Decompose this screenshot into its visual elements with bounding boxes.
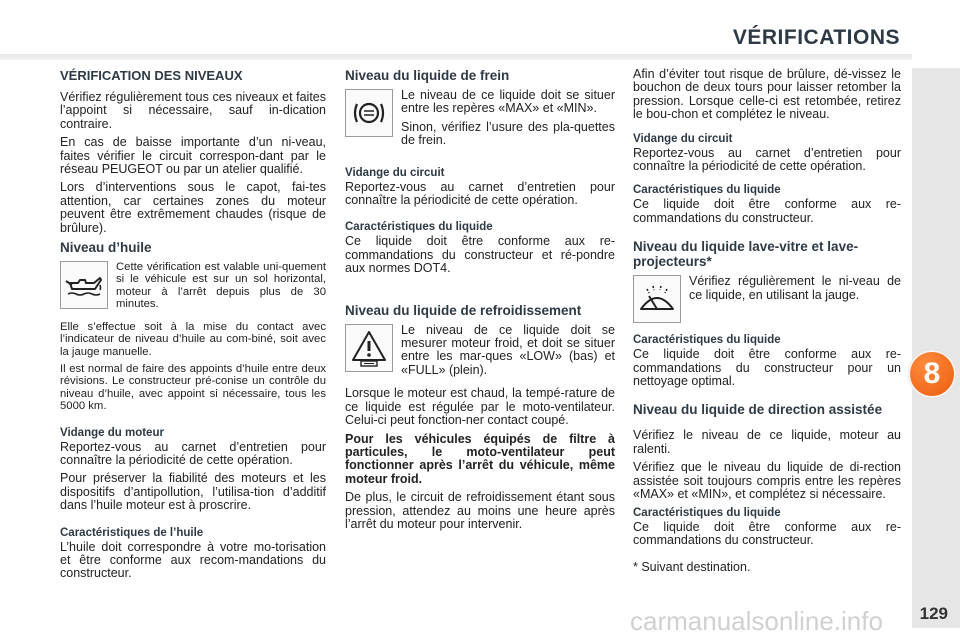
paragraph: Sinon, vérifiez l’usure des pla-quettes de frein. — [401, 119, 615, 148]
subsection-title-brake-specs: Caractéristiques du liquide — [345, 221, 493, 234]
paragraph: Cette vérification est valable uni-quement si le véhicule est sur un sol horizontal, moteur à l’arrêt depuis plus de 30 minutes. — [116, 261, 326, 311]
paragraph-bold: Pour les véhicules équipés de filtre à particules, le moto-ventilateur peut fonctionner après l’arrêt du véhicule, même moteur froid. — [345, 431, 615, 486]
subsection-title-steering-specs: Caractéristiques du liquide — [633, 506, 781, 519]
column-2 — [345, 64, 615, 536]
footnote: * Suivant destination. — [633, 560, 751, 575]
page-number: 129 — [919, 604, 948, 623]
subsection-title-coolant-specs: Caractéristiques du liquide — [633, 184, 781, 197]
paragraph: Ce liquide doit être conforme aux re-commandations du constructeur et ré-pondre aux normes DOT4. — [345, 234, 615, 276]
coolant-warning-icon — [345, 324, 393, 372]
paragraph: Reportez-vous au carnet d’entretien pour connaître la périodicité de cette opération. — [60, 439, 326, 467]
chapter-badge: 8 — [908, 350, 956, 398]
paragraph: L’huile doit correspondre à votre mo-torisation et être conforme aux recom-mandations du constructeur. — [60, 539, 326, 581]
coolant-note — [345, 324, 615, 383]
section-title-steering: Niveau du liquide de direction assistée — [633, 402, 883, 418]
paragraph: Vérifiez le niveau de ce liquide, moteur au ralenti. — [633, 428, 901, 456]
paragraph: Lorsque le moteur est chaud, la tempé-rature de ce liquide est régulée par le moto-ventilateur. Celui-ci peut fonction-ner contact coupé. — [345, 386, 615, 428]
paragraph: Afin d’éviter tout risque de brûlure, dé-vissez le bouchon de deux tours pour laisser retomber la pression. Lorsque celle-ci est retombée, retirez le bou-chon et complétez le niveau. — [633, 67, 901, 122]
paragraph: Elle s’effectue soit à la mise du contact avec l’indicateur de niveau d’huile au com-biné, soit avec la jauge manuelle. — [60, 320, 326, 358]
subsection-title-washer-specs: Caractéristiques du liquide — [633, 334, 781, 347]
brake-warning-icon — [345, 89, 393, 137]
paragraph: De plus, le circuit de refroidissement étant sous pression, attendez au moins une heure après l’arrêt du moteur pour intervenir. — [345, 490, 615, 531]
paragraph: Reportez-vous au carnet d’entretien pour connaître la périodicité de cette opération. — [345, 179, 615, 208]
section-title-brake: Niveau du liquide de frein — [345, 68, 510, 83]
section-title-oil: Niveau d’huile — [60, 240, 152, 256]
washer-note — [633, 275, 901, 323]
paragraph: Ce liquide doit être conforme aux re-commandations du constructeur. — [633, 197, 901, 225]
oil-note — [60, 261, 326, 316]
paragraph: En cas de baisse importante d’un ni-veau, faites vérifier le circuit correspon-dant par le réseau PEUGEOT ou par un atelier qualifié. — [60, 135, 326, 177]
section-title-washer: Niveau du liquide lave-vitre et lave-projecteurs* — [633, 239, 859, 270]
page-title: VÉRIFICATIONS — [732, 26, 900, 49]
column-1 — [60, 64, 326, 586]
paragraph: Vérifiez régulièrement le ni-veau de ce liquide, en utilisant la jauge. — [689, 274, 901, 302]
header-rule — [0, 54, 912, 60]
windscreen-washer-icon — [633, 275, 681, 323]
subsection-title-oil-specs: Caractéristiques de l’huile — [60, 526, 204, 539]
oil-can-icon — [60, 261, 108, 309]
section-title-coolant: Niveau du liquide de refroidissement — [345, 302, 582, 318]
subsection-title-coolant-drain: Vidange du circuit — [633, 132, 733, 145]
paragraph: Vérifiez que le niveau du liquide de di-rection assistée soit toujours compris entre les repères «MAX» et «MIN», et complétez si nécessaire. — [633, 460, 901, 502]
subsection-title-oil-drain: Vidange du moteur — [60, 426, 164, 439]
paragraph: Vérifiez régulièrement tous ces niveaux et faites l’appoint si nécessaire, sauf in-dication contraire. — [60, 90, 326, 131]
subsection-title-brake-drain: Vidange du circuit — [345, 166, 445, 179]
paragraph: Lors d’interventions sous le capot, fai-tes attention, car certaines zones du moteur peuvent être extrêmement chaudes (risque de brûlure). — [60, 180, 326, 235]
watermark: carmanualsonline.info — [630, 606, 883, 636]
section-title-levels: VÉRIFICATION DES NIVEAUX — [60, 68, 243, 83]
paragraph: Il est normal de faire des appoints d’huile entre deux révisions. Le constructeur pré-conise un contrôle du niveau d’huile, avec appoint si nécessaire, tous les 5000 km. — [60, 362, 326, 413]
column-3 — [633, 64, 901, 580]
brake-note — [345, 89, 615, 153]
paragraph: Ce liquide doit être conforme aux re-commandations du constructeur pour un nettoyage optimal. — [633, 347, 901, 389]
paragraph: Pour préserver la fiabilité des moteurs et les dispositifs d’antipollution, l’utilisa-tion d’additif dans l’huile moteur est à proscrire. — [60, 471, 326, 513]
side-strip — [912, 68, 960, 628]
paragraph: Le niveau de ce liquide doit se situer entre les repères «MAX» et «MIN». — [401, 88, 615, 116]
paragraph: Reportez-vous au carnet d’entretien pour connaître la périodicité de cette opération. — [633, 145, 901, 174]
paragraph: Ce liquide doit être conforme aux re-commandations du constructeur. — [633, 519, 901, 547]
paragraph: Le niveau de ce liquide doit se mesurer moteur froid, et doit se situer entre les mar-ques «LOW» (bas) et «FULL» (plein). — [401, 322, 615, 377]
